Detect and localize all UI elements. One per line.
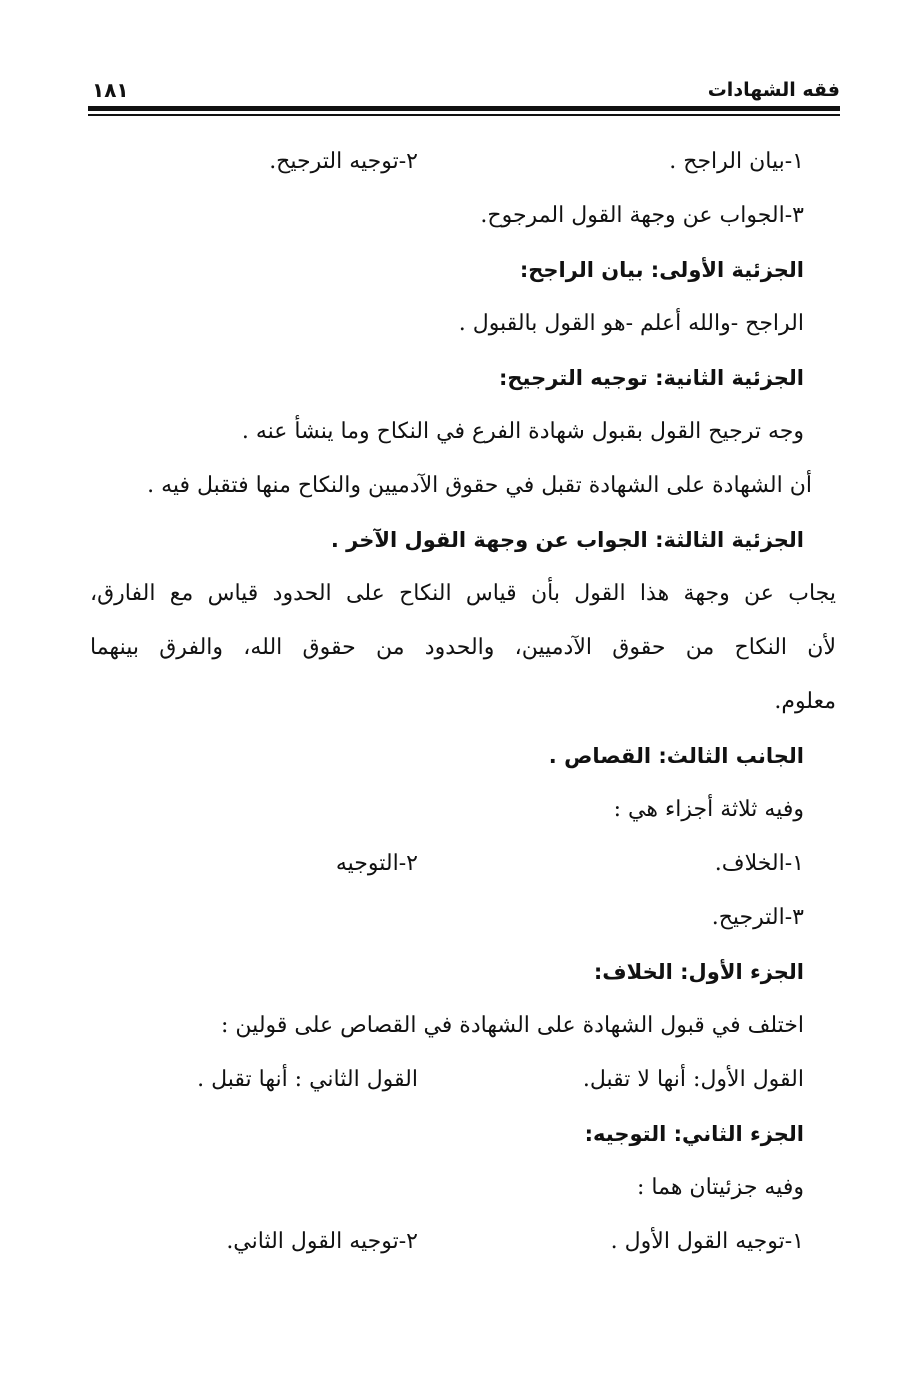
section-heading: الجزء الأول: الخلاف: [593,960,804,984]
list-row [90,1053,836,1107]
section-heading: الجانب الثالث: القصاص . [548,744,804,768]
section-heading: الجزئية الثالثة: الجواب عن وجهة القول الآخر . [330,528,804,552]
paragraph: أن الشهادة على الشهادة تقبل في حقوق الآدميين والنكاح منها فتقبل فيه . [147,473,812,498]
paragraph-line: لأن النكاح من حقوق الآدميين، والحدود من حقوق الله، والفرق بينهما [90,635,836,660]
running-header [88,78,840,104]
page-number: ١٨١ [92,78,129,102]
list-item: ٣-الترجيح. [711,905,804,930]
list-row [90,1215,836,1269]
paragraph-line: معلوم. [774,689,836,714]
list-item: ١-بيان الراجح . [669,149,804,174]
list-item: القول الأول: أنها لا تقبل. [582,1067,804,1092]
header-rule-thin [88,114,840,116]
paragraph: وفيه ثلاثة أجزاء هي : [613,797,804,822]
list-item: ١-الخلاف. [714,851,804,876]
header-title: فقه الشهادات [707,79,840,101]
list-item: ٢-توجيه الترجيح. [269,149,418,174]
paragraph: وفيه جزئيتان هما : [637,1175,804,1200]
header-rule-thick [88,106,840,111]
list-item: ٢-التوجيه [335,851,418,876]
section-heading: الجزئية الثانية: توجيه الترجيح: [499,366,804,390]
section-heading: الجزء الثاني: التوجيه: [584,1122,804,1146]
list-item: ١-توجيه القول الأول . [610,1229,804,1254]
list-row [90,135,836,189]
paragraph-line: يجاب عن وجهة هذا القول بأن قياس النكاح على الحدود قياس مع الفارق، [90,581,836,606]
section-heading: الجزئية الأولى: بيان الراجح: [519,258,804,282]
list-item: ٣-الجواب عن وجهة القول المرجوح. [480,203,804,228]
list-item: ٢-توجيه القول الثاني. [226,1229,418,1254]
list-row [90,837,836,891]
paragraph: اختلف في قبول الشهادة على الشهادة في القصاص على قولين : [221,1013,804,1038]
page-body [90,135,836,1269]
paragraph: وجه ترجيح القول بقبول شهادة الفرع في النكاح وما ينشأ عنه . [241,419,804,444]
paragraph: الراجح -والله أعلم -هو القول بالقبول . [458,311,804,336]
list-item: القول الثاني : أنها تقبل . [197,1067,418,1092]
